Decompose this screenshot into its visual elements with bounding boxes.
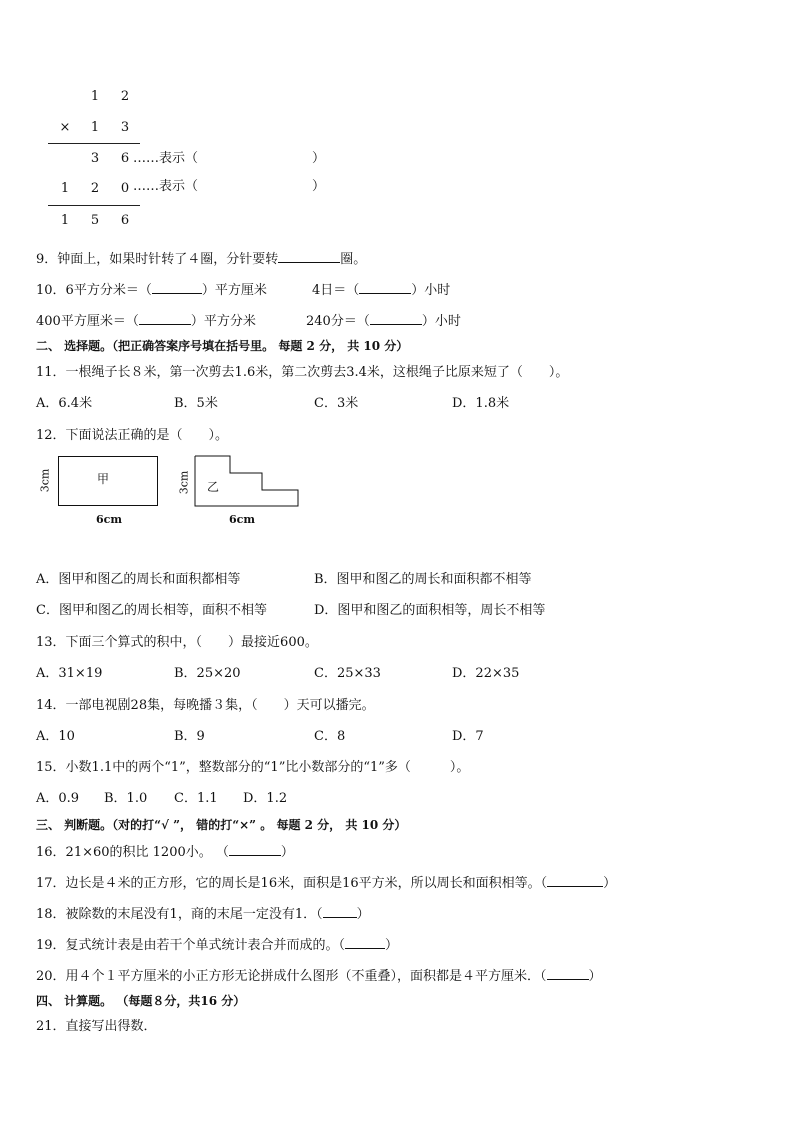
question-text: 10．6平方分米＝（ (36, 283, 152, 298)
option-b[interactable]: B．1.0 (104, 791, 148, 806)
mult-digit: 1 (90, 120, 100, 135)
mult-digit: 5 (90, 213, 100, 228)
mult-digit: 1 (90, 89, 100, 104)
answer-blank[interactable] (229, 843, 281, 856)
answer-blank[interactable] (323, 905, 357, 918)
answer-blank[interactable] (547, 967, 589, 980)
option-c[interactable]: C．图甲和图乙的周长相等，面积不相等 (36, 603, 267, 618)
mult-note-close: ） (312, 179, 326, 194)
mult-digit: 0 (120, 181, 130, 196)
width-label: 6cm (229, 513, 255, 526)
question-text: ）小时 (411, 283, 451, 298)
question-19 (36, 936, 398, 954)
option-c[interactable]: C．8 (314, 729, 346, 744)
option-d[interactable]: D．7 (452, 729, 484, 744)
question-text: ）小时 (421, 314, 461, 329)
question-18 (36, 905, 370, 923)
answer-blank[interactable] (152, 281, 202, 294)
option-c[interactable]: C．25×33 (314, 666, 381, 681)
mult-digit: 1 (60, 213, 70, 228)
mult-rule-line (48, 205, 140, 206)
question-text: 19．复式统计表是由若干个单式统计表合并而成的。（ (36, 938, 346, 953)
question-16 (36, 843, 294, 861)
answer-blank[interactable] (370, 312, 422, 325)
mult-digit: 1 (60, 181, 70, 196)
option-a[interactable]: A．10 (36, 729, 75, 744)
mult-digit: 3 (90, 151, 100, 166)
question-text: 4日＝（ (312, 283, 360, 298)
question-text: 20．用４个１平方厘米的小正方形无论拼成什么图形（不重叠），面积都是４平方厘米．（ (36, 969, 547, 984)
option-d[interactable]: D．1.2 (243, 791, 288, 806)
question-14: 14．一部电视剧28集，每晚播３集，（ ）天可以播完。 (36, 698, 375, 713)
option-b[interactable]: B．9 (174, 729, 205, 744)
question-10-part-a (36, 281, 267, 299)
question-text: ）平方厘米 (201, 283, 267, 298)
option-c[interactable]: C．1.1 (174, 791, 218, 806)
question-21: 21．直接写出得数． (36, 1019, 157, 1034)
option-a[interactable]: A．图甲和图乙的周长和面积都相等 (36, 572, 241, 587)
answer-blank[interactable] (139, 312, 191, 325)
option-a[interactable]: A．0.9 (36, 791, 80, 806)
mult-rule-line (48, 143, 140, 144)
option-b[interactable]: B．图甲和图乙的周长和面积都不相等 (314, 572, 532, 587)
height-label: 3cm (177, 470, 191, 495)
width-label: 6cm (96, 513, 122, 526)
question-text: ） (385, 938, 399, 953)
mult-note-close: ） (312, 151, 326, 166)
times-sign: × (59, 120, 71, 135)
answer-blank[interactable] (547, 874, 603, 887)
question-12: 12．下面说法正确的是（ ）。 (36, 428, 229, 443)
question-text: 18．被除数的末尾没有1，商的末尾一定没有1．（ (36, 907, 323, 922)
option-d[interactable]: D．1.8米 (452, 396, 510, 411)
mult-digit: 3 (120, 120, 130, 135)
question-text: 9．钟面上，如果时针转了４圈，分针要转 (36, 252, 279, 267)
question-17 (36, 874, 616, 892)
option-c[interactable]: C．3米 (314, 396, 359, 411)
section-heading: 二、 选择题。（把正确答案序号填在括号里。 每题 2 分， 共 10 分） (36, 339, 409, 353)
section-heading: 三、 判断题。（对的打“√ ”， 错的打“×” 。 每题 2 分， 共 10 分） (36, 818, 407, 832)
question-text: 17．边长是４米的正方形，它的周长是16米，面积是16平方米，所以周长和面积相等。（ (36, 876, 548, 891)
question-13: 13．下面三个算式的积中，（ ）最接近600。 (36, 635, 318, 650)
mult-note: ……表示（ (133, 179, 199, 194)
question-10-part-c (36, 312, 256, 330)
question-text: ） (280, 845, 294, 860)
answer-blank[interactable] (345, 936, 385, 949)
option-a[interactable]: A．6.4米 (36, 396, 93, 411)
mult-digit: 2 (120, 89, 130, 104)
question-15: 15．小数1.1中的两个“1”，整数部分的“1”比小数部分的“1”多（ ）。 (36, 760, 470, 775)
mult-digit: 6 (120, 213, 130, 228)
question-9 (36, 250, 366, 268)
mult-digit: 2 (90, 181, 100, 196)
question-text: 400平方厘米＝（ (36, 314, 139, 329)
question-11: 11．一根绳子长８米，第一次剪去1.6米，第二次剪去3.4米，这根绳子比原来短了（ ）。 (36, 365, 569, 380)
option-a[interactable]: A．31×19 (36, 666, 103, 681)
option-b[interactable]: B．25×20 (174, 666, 241, 681)
question-10-part-d (306, 312, 461, 330)
option-d[interactable]: D．图甲和图乙的面积相等，周长不相等 (314, 603, 546, 618)
question-text: ） (588, 969, 602, 984)
question-text: 240分＝（ (306, 314, 370, 329)
figure-label-jia: 甲 (97, 472, 110, 486)
question-text: ）平方分米 (190, 314, 256, 329)
option-b[interactable]: B．5米 (174, 396, 218, 411)
question-text: 圈。 (340, 252, 367, 267)
answer-blank[interactable] (359, 281, 411, 294)
answer-blank[interactable] (278, 250, 340, 263)
section-heading: 四、 计算题。 （每题８分，共16 分） (36, 994, 246, 1008)
option-d[interactable]: D．22×35 (452, 666, 520, 681)
height-label: 3cm (38, 468, 52, 493)
question-text: 16．21×60的积比 1200小。 （ (36, 845, 229, 860)
question-text: ） (356, 907, 370, 922)
figure-label-yi: 乙 (207, 480, 220, 494)
mult-note: ……表示（ (133, 151, 199, 166)
question-20 (36, 967, 602, 985)
question-10-part-b (312, 281, 450, 299)
question-text: ） (603, 876, 617, 891)
mult-digit: 6 (120, 151, 130, 166)
